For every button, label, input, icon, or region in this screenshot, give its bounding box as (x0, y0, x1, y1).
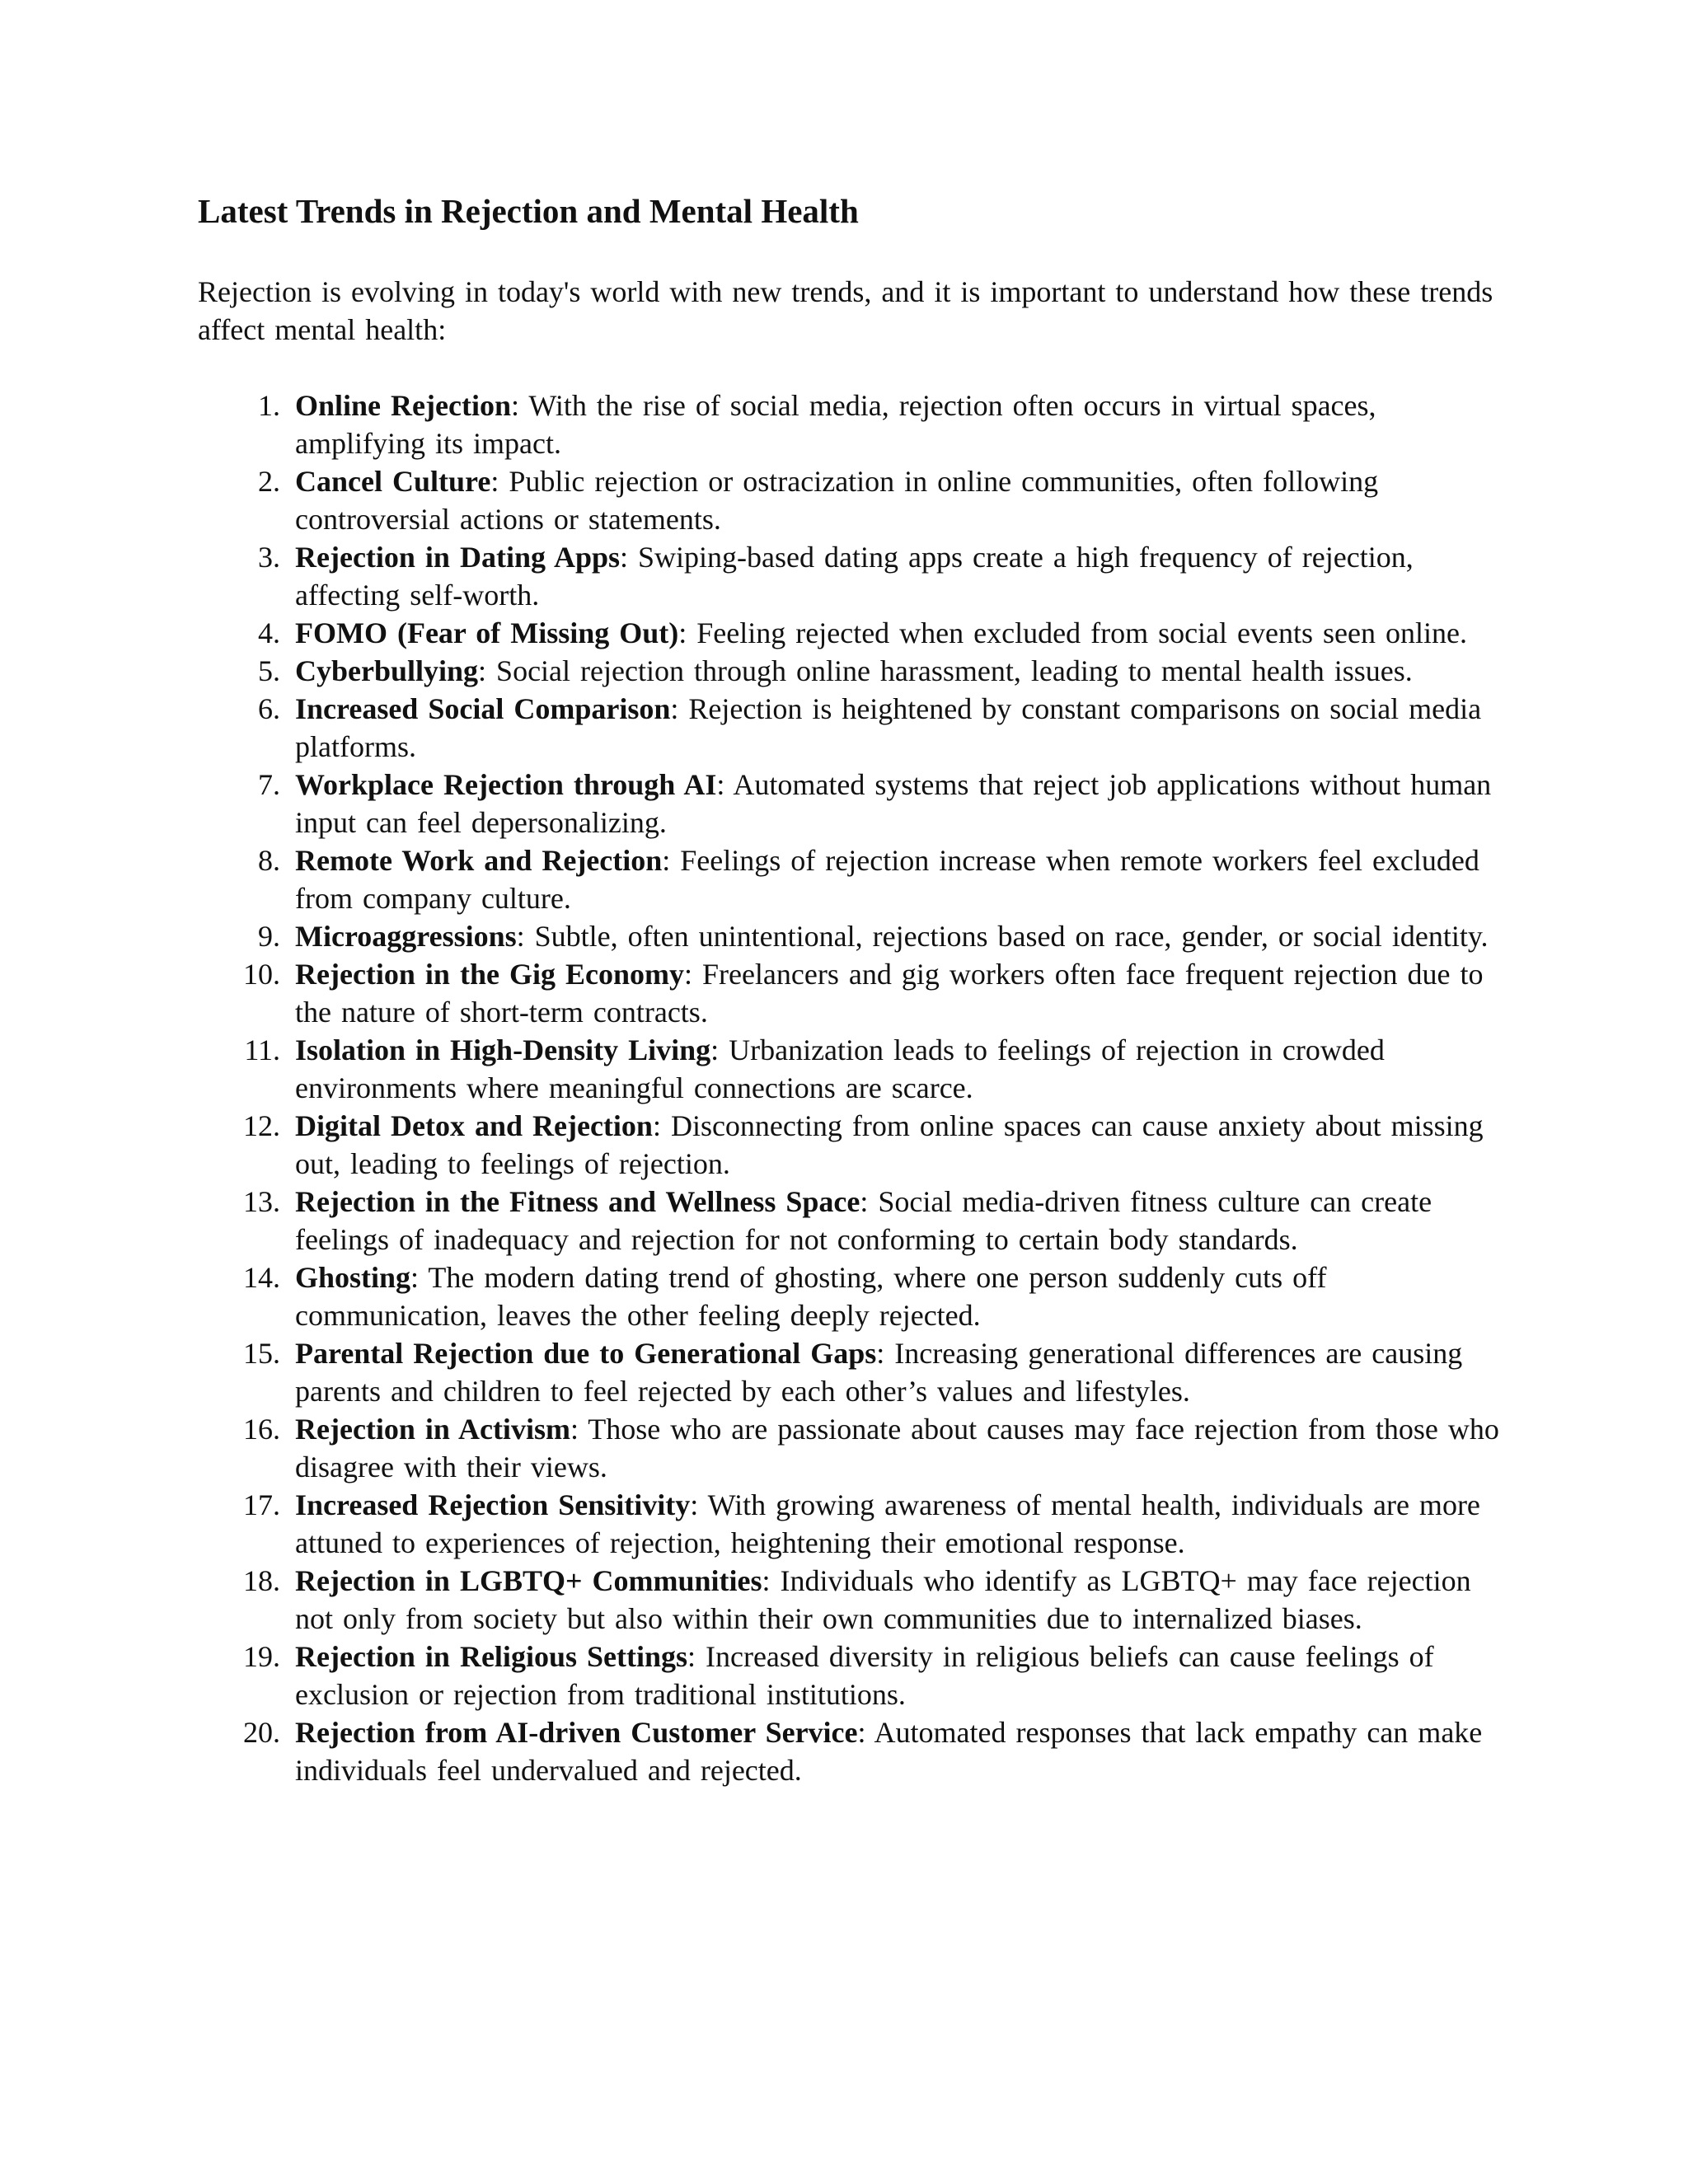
item-term: Rejection in the Fitness and Wellness Space (295, 1185, 860, 1219)
item-term: Online Rejection (295, 389, 511, 423)
list-item (198, 1486, 1500, 1562)
list-item (198, 690, 1500, 766)
list-item (198, 766, 1500, 841)
item-number: 8. (258, 844, 280, 878)
item-text: : Swiping-based dating apps create a high frequency of rejection, affecting self-worth. (295, 541, 1414, 612)
item-number: 14. (243, 1261, 280, 1295)
list-item (198, 1107, 1500, 1183)
item-text: : Feeling rejected when excluded from social events seen online. (678, 616, 1467, 650)
item-text: : Social media-driven fitness culture can create feelings of inadequacy and rejection for not conforming to certain body standards. (295, 1185, 1432, 1257)
item-text: : Rejection is heightened by constant comparisons on social media platforms. (295, 692, 1482, 764)
item-number: 3. (258, 541, 280, 574)
list-item (198, 614, 1500, 652)
item-text: : With the rise of social media, rejection often occurs in virtual spaces, amplifying its impact. (295, 389, 1376, 461)
item-term: FOMO (Fear of Missing Out) (295, 616, 679, 650)
item-number: 19. (243, 1640, 280, 1674)
item-text: : Increasing generational differences are causing parents and children to feel rejected by each other’s values and lifestyles. (295, 1337, 1463, 1408)
item-text: : Individuals who identify as LGBTQ+ may face rejection not only from society but also within their own communities due to internalized biases. (295, 1564, 1471, 1636)
item-term: Isolation in High-Density Living (295, 1033, 711, 1067)
list-item (198, 1638, 1500, 1713)
item-term: Remote Work and Rejection (295, 844, 663, 878)
item-number: 13. (243, 1185, 280, 1219)
item-number: 11. (244, 1033, 280, 1067)
item-term: Cancel Culture (295, 465, 491, 499)
item-term: Rejection in Activism (295, 1413, 570, 1446)
item-text: : Public rejection or ostracization in online communities, often following controversial actions or statements. (295, 465, 1379, 537)
item-term: Rejection from AI-driven Customer Service (295, 1716, 858, 1750)
item-number: 7. (258, 768, 280, 802)
item-term: Parental Rejection due to Generational Gaps (295, 1337, 877, 1371)
item-number: 9. (258, 920, 280, 954)
list-item (198, 538, 1500, 614)
item-number: 10. (243, 958, 280, 991)
list-item (198, 1258, 1500, 1334)
item-text: : Increased diversity in religious beliefs can cause feelings of exclusion or rejection from traditional institutions. (295, 1640, 1434, 1712)
list-item (198, 1410, 1500, 1486)
item-number: 5. (258, 654, 280, 688)
item-text: : Automated responses that lack empathy can make individuals feel undervalued and rejected. (295, 1716, 1483, 1788)
item-number: 15. (243, 1337, 280, 1371)
item-text: : The modern dating trend of ghosting, where one person suddenly cuts off communication, leaves the other feeling deeply rejected. (295, 1261, 1327, 1333)
item-term: Ghosting (295, 1261, 411, 1295)
item-text: : With growing awareness of mental health, individuals are more attuned to experiences of rejection, heightening their emotional response. (295, 1488, 1480, 1560)
list-item (198, 387, 1500, 462)
item-number: 18. (243, 1564, 280, 1598)
item-term: Rejection in Religious Settings (295, 1640, 687, 1674)
list-item (198, 955, 1500, 1031)
item-term: Workplace Rejection through AI (295, 768, 717, 802)
item-number: 17. (243, 1488, 280, 1522)
list-item (198, 1031, 1500, 1107)
item-number: 20. (243, 1716, 280, 1750)
item-number: 4. (258, 616, 280, 650)
item-text: : Subtle, often unintentional, rejections based on race, gender, or social identity. (516, 920, 1489, 954)
list-item (198, 841, 1500, 917)
item-term: Increased Social Comparison (295, 692, 671, 726)
item-number: 12. (243, 1109, 280, 1143)
item-text: : Automated systems that reject job applications without human input can feel depersonalizing. (295, 768, 1492, 840)
item-text: : Disconnecting from online spaces can cause anxiety about missing out, leading to feelings of rejection. (295, 1109, 1484, 1181)
item-number: 1. (258, 389, 280, 423)
list-item (198, 1334, 1500, 1410)
item-term: Cyberbullying (295, 654, 479, 688)
item-number: 2. (258, 465, 280, 499)
item-term: Rejection in LGBTQ+ Communities (295, 1564, 762, 1598)
item-term: Digital Detox and Rejection (295, 1109, 653, 1143)
trend-list (198, 387, 1500, 1789)
item-term: Microaggressions (295, 920, 517, 954)
list-item (198, 1713, 1500, 1789)
list-item (198, 1183, 1500, 1258)
intro-paragraph: Rejection is evolving in today's world with new trends, and it is important to understand how these trends affect mental health: (198, 275, 1493, 347)
list-item (198, 917, 1500, 955)
item-number: 6. (258, 692, 280, 726)
document-title: Latest Trends in Rejection and Mental Health (198, 192, 859, 230)
item-number: 16. (243, 1413, 280, 1446)
list-item (198, 1562, 1500, 1638)
item-text: : Feelings of rejection increase when remote workers feel excluded from company culture. (295, 844, 1479, 916)
document-page (198, 191, 1500, 1789)
item-term: Rejection in the Gig Economy (295, 958, 684, 991)
item-term: Rejection in Dating Apps (295, 541, 621, 574)
item-text: : Freelancers and gig workers often face frequent rejection due to the nature of short-term contracts. (295, 958, 1484, 1029)
list-item (198, 652, 1500, 690)
list-item (198, 462, 1500, 538)
item-term: Increased Rejection Sensitivity (295, 1488, 691, 1522)
item-text: : Urbanization leads to feelings of rejection in crowded environments where meaningful connections are scarce. (295, 1033, 1385, 1105)
item-text: : Social rejection through online harassment, leading to mental health issues. (478, 654, 1413, 688)
item-text: : Those who are passionate about causes may face rejection from those who disagree with their views. (295, 1413, 1499, 1484)
